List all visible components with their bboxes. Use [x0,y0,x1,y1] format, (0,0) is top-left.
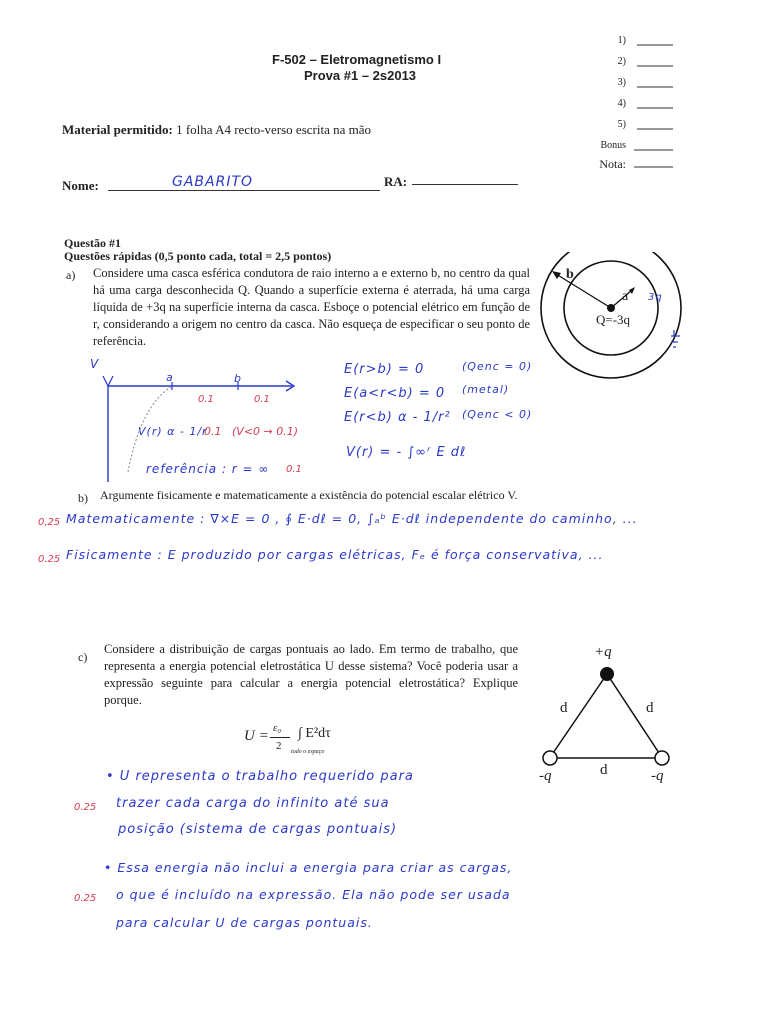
distance-right: d [646,700,654,716]
graph-vr-note: (V<0 → 0.1) [232,425,299,438]
nota-line: Nota: [599,157,626,171]
item-b-text: Argumente fisicamente e matematicamente a existência do potencial escalar elétrico V. [100,488,518,502]
graph-score-1: 0.1 [198,394,214,405]
ra-label: RA: [384,174,408,189]
item-b-answer-1: Matematicamente : ∇×E = 0 , ∮ E·dℓ = 0, ∫ₐᵇ E·dℓ independente do caminho, ... [66,511,638,526]
charge-left: -q [539,768,552,784]
item-c-answer-1-line-2: trazer cada carga do infinito até sua [116,796,390,811]
formula-subscript: todo o espaço [291,749,325,755]
eq-inside: E(r<b) α - 1/r² [344,410,451,425]
question-subtitle: Questões rápidas (0,5 ponto cada, total = 2,5 pontos) [64,249,332,263]
shell-label-a: a [622,289,629,304]
graph-score-2: 0.1 [254,394,270,405]
item-c-score-1: 0.25 [74,802,97,813]
exam-title: Prova #1 – 2s2013 [304,68,417,83]
shell-label-inner: 3q [648,292,663,303]
bonus-line: Bonus [600,140,626,151]
name-label: Nome: [62,178,99,193]
item-c-letter: c) [78,650,88,664]
item-a-letter: a) [66,268,76,282]
eq-potential: V(r) = - ∫∞ʳ E dℓ [346,445,467,460]
ra-field[interactable] [412,184,518,185]
graph-label-a: a [166,371,174,384]
graph-vr-score: 0.1 [204,425,222,438]
formula-lhs: U = [244,728,269,744]
item-a-text: Considere uma casca esférica condutora de raio interno a e externo b, no centro da qual há uma carga desconhecida Q. Quando a superfície externa é aterrada, há uma carga líquida de +3q na superfície interna da casca. Esboçe o potencial elétrico em função de r, considerando a origem no centro da casca. Não esqueça de especificar o seu ponto de referência. [93,266,530,348]
name-field[interactable] [108,190,380,191]
item-c-answer-2-line-2: o que é incluído na expressão. Ela não pode ser usada [116,887,511,902]
item-c-score-2: 0.25 [74,893,97,904]
graph-vr: V(r) α - 1/r [138,425,208,438]
course-title: F-502 – Eletromagnetismo I [272,52,442,67]
graph-reference-score: 0.1 [286,464,302,475]
score-line-1: 1) [617,35,626,46]
material-text: 1 folha A4 recto-verso escrita na mão [176,122,372,137]
score-line-5: 5) [617,119,626,130]
formula-denominator: 2 [276,740,282,752]
graph-reference: referência : r = ∞ [146,462,270,476]
material-line [62,122,371,138]
item-c-answer-2-line-1: • Essa energia não inclui a energia para criar as cargas, [104,860,513,875]
formula-numerator: ε₀ [273,722,282,734]
score-line-2: 2) [617,56,626,67]
question-title: Questão #1 [64,236,121,250]
eq-outside: E(r>b) = 0 [344,362,425,377]
charge-top: +q [594,644,612,660]
eq-outside-note: (Qenc = 0) [462,360,533,373]
charge-right: -q [651,768,664,784]
item-c-text: Considere a distribuição de cargas pontuais ao lado. Em termo de trabalho, que representa a energia potencial eletrostática U desse sistema? Você poderia usar a expressão seguinte para calcular a energia potencial eletrostática? Explique porque. [104,642,518,707]
eq-metal-note: (metal) [462,383,510,396]
name-value: GABARITO [172,174,254,190]
charge-triangle [535,660,675,770]
graph-axis-v: V [90,357,100,371]
shell-label-q: Q=-3q [596,312,631,327]
item-b-score-1: 0,25 [38,517,61,528]
score-line-3: 3) [617,77,626,88]
item-b-score-2: 0.25 [38,554,61,565]
material-label: Material permitido: [62,122,173,137]
shell-label-b: b [566,267,574,282]
distance-bottom: d [600,762,608,778]
score-blanks [0,0,768,200]
item-b-answer-2: Fisicamente : E produzido por cargas elétricas, Fₑ é força conservativa, ... [66,547,604,562]
score-line-4: 4) [617,98,626,109]
item-b-letter: b) [78,491,88,505]
eq-inside-note: (Qenc < 0) [462,408,533,421]
formula-bar [270,737,290,738]
item-c-answer-2-line-3: para calcular U de cargas pontuais. [116,915,373,930]
item-c-answer-1-line-3: posição (sistema de cargas pontuais) [118,822,398,837]
formula-integral: ∫ E²dτ [298,726,331,741]
eq-metal: E(a<r<b) = 0 [344,386,446,401]
distance-left: d [560,700,568,716]
item-c-answer-1-line-1: • U representa o trabalho requerido para [106,769,414,784]
graph-label-b: b [234,372,242,385]
